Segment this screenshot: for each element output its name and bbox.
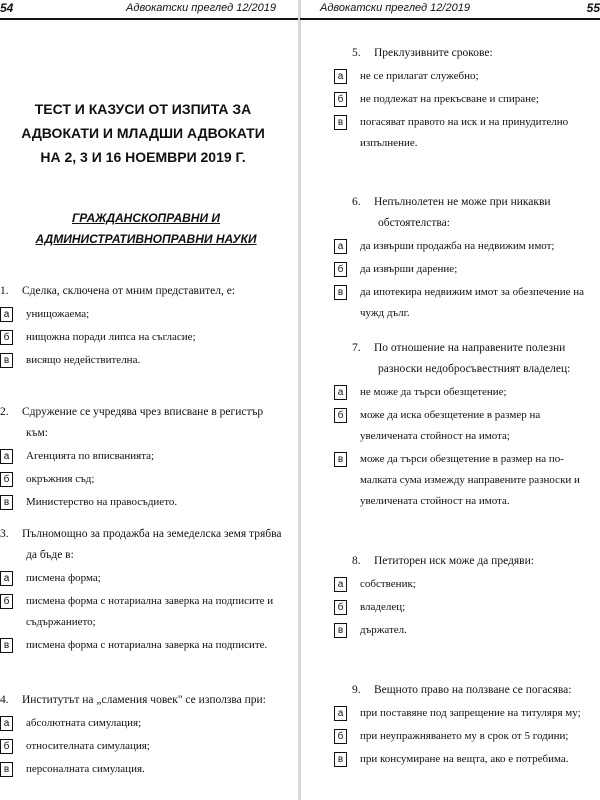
- left-page-header: [0, 0, 300, 20]
- question-4: [0, 690, 285, 780]
- option-text: не се прилагат служебно;: [360, 70, 479, 82]
- option-letter-box: б: [334, 92, 347, 107]
- option-text: писмена форма с нотариална заверка на подписите и съдържанието;: [26, 595, 274, 628]
- option-text: Агенцията по вписванията;: [26, 450, 155, 462]
- answer-option: [334, 574, 596, 595]
- option-letter-box: в: [0, 495, 13, 510]
- option-text: писмена форма;: [26, 572, 101, 584]
- option-letter-box: в: [0, 353, 13, 368]
- question-text: [352, 43, 596, 64]
- option-letter-box: б: [0, 330, 13, 345]
- answer-option: [334, 405, 596, 447]
- question-5: [337, 680, 596, 770]
- question-3: [0, 524, 285, 656]
- question-number: 1.: [0, 285, 9, 297]
- option-letter-box: а: [334, 706, 347, 721]
- option-letter-box: б: [334, 729, 347, 744]
- option-letter-box: а: [334, 577, 347, 592]
- option-letter-box: в: [0, 638, 13, 653]
- question-number: 9.: [352, 684, 361, 696]
- option-letter-box: а: [334, 239, 347, 254]
- question-text: [0, 524, 285, 566]
- option-letter-box: б: [334, 408, 347, 423]
- question-prompt: Преклузивните срокове:: [374, 47, 493, 59]
- answer-option: [334, 66, 596, 87]
- question-prompt: Сдружение се учредява чрез вписване в регистър към:: [22, 406, 264, 439]
- page-number: 54: [0, 1, 14, 15]
- option-text: да извърши дарение;: [360, 263, 458, 275]
- option-letter-box: а: [334, 385, 347, 400]
- answer-option: [334, 112, 596, 154]
- option-text: не подлежат на прекъсване и спиране;: [360, 93, 539, 105]
- option-letter-box: в: [334, 285, 347, 300]
- option-letter-box: б: [0, 472, 13, 487]
- question-text: [0, 281, 285, 302]
- question-1: [0, 281, 285, 371]
- question-number: 6.: [352, 196, 361, 208]
- answer-option: [334, 597, 596, 618]
- answer-option: [0, 568, 285, 589]
- answer-option: [0, 350, 285, 371]
- option-letter-box: б: [0, 594, 13, 609]
- answer-option: [334, 449, 596, 512]
- question-3: [337, 338, 596, 512]
- option-text: Министерство на правосъдието.: [26, 496, 178, 508]
- document-title: ТЕСТ И КАЗУСИ ОТ ИЗПИТА ЗА АДВОКАТИ И МЛАДШИ АДВОКАТИ НА 2, 3 И 16 НОЕМВРИ 2019 Г.: [21, 101, 265, 165]
- option-text: висящо недействителна.: [26, 354, 141, 366]
- option-text: персоналната симулация.: [26, 763, 145, 775]
- option-letter-box: а: [0, 716, 13, 731]
- question-number: 4.: [0, 694, 9, 706]
- question-prompt: Петиторен иск може да предяви:: [374, 555, 534, 567]
- answer-option: [334, 236, 596, 257]
- option-letter-box: в: [334, 623, 347, 638]
- answer-option: [334, 703, 596, 724]
- option-text: нищожна поради липса на съгласие;: [26, 331, 196, 343]
- option-text: да ипотекира недвижим имот за обезпечение на чужд дълг.: [360, 286, 585, 319]
- question-number: 2.: [0, 406, 9, 418]
- answer-option: [0, 469, 285, 490]
- option-letter-box: в: [0, 762, 13, 777]
- option-letter-box: а: [0, 307, 13, 322]
- answer-option: [334, 282, 596, 324]
- option-letter-box: а: [0, 449, 13, 464]
- option-text: държател.: [360, 624, 407, 636]
- option-text: при неупражняването му в срок от 5 години;: [360, 730, 569, 742]
- answer-option: [0, 327, 285, 348]
- answer-option: [334, 382, 596, 403]
- option-text: погасяват правото на иск и на принудително изпълнение.: [360, 116, 569, 149]
- option-text: собственик;: [360, 578, 416, 590]
- option-letter-box: а: [334, 69, 347, 84]
- answer-option: [0, 304, 285, 325]
- question-4: [337, 551, 596, 641]
- question-number: 5.: [352, 47, 361, 59]
- question-prompt: По отношение на направените полезни разноски недобросъвестният владелец:: [374, 342, 571, 375]
- answer-option: [334, 726, 596, 747]
- question-text: [352, 551, 596, 572]
- running-title: Адвокатски преглед 12/2019: [126, 2, 276, 14]
- question-text: [352, 338, 596, 380]
- option-text: при поставяне под запрещение на титуляря му;: [360, 707, 581, 719]
- answer-option: [0, 759, 285, 780]
- question-number: 8.: [352, 555, 361, 567]
- answer-option: [0, 446, 285, 467]
- right-page: [300, 0, 600, 800]
- answer-option: [334, 749, 596, 770]
- question-prompt: Пълномощно за продажба на земеделска земя трябва да бъде в:: [22, 528, 282, 561]
- question-number: 3.: [0, 528, 9, 540]
- option-letter-box: б: [0, 739, 13, 754]
- option-letter-box: б: [334, 600, 347, 615]
- question-number: 7.: [352, 342, 361, 354]
- question-2: [337, 192, 596, 324]
- option-letter-box: в: [334, 115, 347, 130]
- option-text: не може да търси обезщетение;: [360, 386, 507, 398]
- question-2: [0, 402, 285, 513]
- answer-option: [334, 620, 596, 641]
- section-title: ГРАЖДАНСКОПРАВНИ И АДМИНИСТРАТИВНОПРАВНИ НАУКИ: [35, 211, 257, 246]
- option-text: окръжния съд;: [26, 473, 95, 485]
- answer-option: [0, 713, 285, 734]
- right-page-header: [300, 0, 600, 20]
- question-text: [352, 192, 596, 234]
- option-text: да извърши продажба на недвижим имот;: [360, 240, 555, 252]
- answer-option: [0, 635, 285, 656]
- running-title: Адвокатски преглед 12/2019: [320, 2, 470, 14]
- option-text: писмена форма с нотариална заверка на подписите.: [26, 639, 268, 651]
- page-number: 55: [586, 1, 600, 15]
- answer-option: [0, 492, 285, 513]
- question-prompt: Непълнолетен не може при никакви обстоятелства:: [374, 196, 551, 229]
- answer-option: [0, 591, 285, 633]
- option-text: владелец;: [360, 601, 406, 613]
- answer-option: [334, 259, 596, 280]
- option-text: може да търси обезщетение в размер на по-малката сума измежду направените разноски и увеличената стойност на имота.: [360, 453, 580, 507]
- question-text: [0, 402, 285, 444]
- option-text: при консумиране на вещта, ако е потребима.: [360, 753, 569, 765]
- question-prompt: Институтът на „сламения човек" се използва при:: [22, 694, 266, 706]
- option-text: относителната симулация;: [26, 740, 150, 752]
- answer-option: [0, 736, 285, 757]
- question-prompt: Вещното право на ползване се погасява:: [374, 684, 572, 696]
- question-text: [352, 680, 596, 701]
- option-text: може да иска обезщетение в размер на увеличената стойност на имота;: [360, 409, 541, 442]
- answer-option: [334, 89, 596, 110]
- option-letter-box: в: [334, 452, 347, 467]
- question-text: [0, 690, 285, 711]
- option-letter-box: б: [334, 262, 347, 277]
- option-letter-box: в: [334, 752, 347, 767]
- option-text: абсолютната симулация;: [26, 717, 142, 729]
- question-1: [337, 43, 596, 154]
- option-text: унищожаема;: [26, 308, 90, 320]
- option-letter-box: а: [0, 571, 13, 586]
- question-prompt: Сделка, сключена от мним представител, е:: [22, 285, 236, 297]
